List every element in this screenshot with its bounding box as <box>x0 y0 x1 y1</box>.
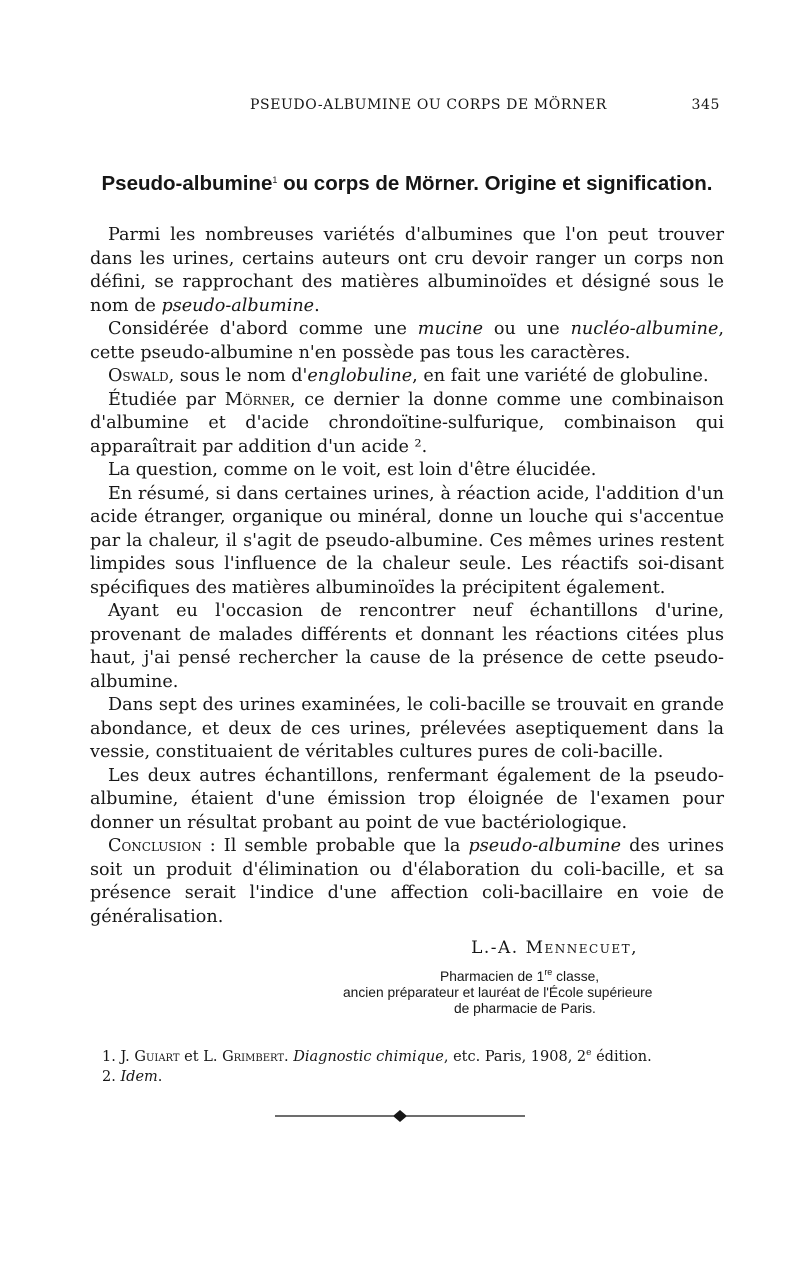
footnote-author-grimbert: Grimbert <box>222 1049 285 1065</box>
term-mucine: mucine <box>417 319 484 339</box>
paragraph-10 <box>90 835 724 929</box>
author-oswald: Oswald <box>108 366 169 386</box>
footnotes <box>102 1043 722 1087</box>
author-signature: L.-A. Mennecuet, <box>471 938 638 958</box>
footnote-1-number: 1. <box>102 1049 116 1065</box>
paragraph-4-end: . <box>421 436 428 457</box>
running-title: PSEUDO-ALBUMINE OU CORPS DE MÖRNER <box>250 97 607 113</box>
paragraph-6: En résumé, si dans certaines urines, à réaction acide, l'addition d'un acide étranger, organique ou minéral, donne un louche qui s'accentue par la chaleur, il s'agit de pseudo-albumine. Ces mêmes urines restent limpides sous l'influence de la chaleur seule. Les réactifs soi-disant spécifiques des matières albuminoïdes la précipitent également. <box>90 483 724 598</box>
author-title-line-2: ancien préparateur et lauréat de l'École supérieure <box>343 985 653 1000</box>
paragraph-2 <box>90 318 724 365</box>
footnote-1 <box>102 1043 722 1067</box>
paragraph-9: Les deux autres échantillons, renfermant également de la pseudo-albumine, étaient d'une émission trop éloignée de l'examen pour donner un résultat probant au point de vue bactériologique. <box>90 765 724 833</box>
paragraph-8: Dans sept des urines examinées, le coli-bacille se trouvait en grande abondance, et deux de ces urines, prélevées aseptiquement dans la vessie, constituaient de véritables cultures pures de coli-bacille. <box>90 695 724 762</box>
footnote-2-number: 2. <box>102 1069 116 1085</box>
author-title-line-1 <box>330 964 724 985</box>
paragraph-1-end: . <box>314 295 320 316</box>
article-title <box>90 172 724 196</box>
footnote-1-text-b: et L. <box>179 1049 223 1065</box>
paragraph-1 <box>90 224 724 318</box>
article-body <box>90 224 724 929</box>
paragraph-1-text: Parmi les nombreuses variétés d'albumines que l'on peut trouver dans les urines, certains auteurs ont cru devoir ranger un corps non défini, se rapprochant des matières albuminoïdes et désigné sous le nom de <box>90 225 724 316</box>
paragraph-7: Ayant eu l'occasion de rencontrer neuf échantillons d'urine, provenant de malades différents et donnant les réactions citées plus haut, j'ai pensé rechercher la cause de la présence de cette pseudo-albumine. <box>90 601 724 692</box>
footnote-2 <box>102 1067 722 1087</box>
end-rule-ornament <box>275 1108 525 1124</box>
paragraph-5: La question, comme on le voit, est loin d'être élucidée. <box>108 460 597 480</box>
paragraph-10-text-b: des urines soit un produit d'élimination ou d'élaboration du coli-bacille, et sa présence serait l'indice d'une affection coli-bacillaire en voie de généralisation. <box>90 836 724 927</box>
paragraph-3 <box>90 365 724 389</box>
term-pseudo-albumine-2: pseudo-albumine <box>468 836 622 856</box>
author-title-line-3: de pharmacie de Paris. <box>454 1001 596 1016</box>
paragraph-3-text-b: , en fait une variété de globuline. <box>412 366 709 386</box>
author-title-text: Pharmacien de 1 <box>440 969 545 984</box>
page-number: 345 <box>691 97 720 113</box>
footnote-author-guiart: Guiart <box>134 1049 180 1065</box>
term-pseudo-albumine: pseudo-albumine <box>161 295 315 316</box>
title-text-after: ou corps de Mörner. Origine et signification. <box>277 172 713 195</box>
conclusion-label: Conclusion <box>108 836 202 856</box>
footnote-1-text-c: . <box>284 1049 294 1065</box>
ordinal-sup: re <box>544 967 553 977</box>
paragraph-2-text-c: , cette pseudo-albumine n'en possède pas tous les caractères. <box>90 319 725 363</box>
term-nucleo-albumine: nucléo-albumine <box>570 319 719 339</box>
author-morner: Mörner <box>224 389 290 410</box>
footnote-2-idem: Idem <box>120 1069 158 1085</box>
footnote-2-end: . <box>157 1069 163 1085</box>
paragraph-2-text-b: ou une <box>483 319 571 339</box>
paragraph-10-text: : Il semble probable que la <box>201 836 469 856</box>
footnote-work-title: Diagnostic chimique <box>293 1049 444 1065</box>
title-footnote-mark: 1 <box>272 175 278 185</box>
running-head <box>90 97 720 119</box>
footnote-mark-2: ² <box>414 436 422 457</box>
end-rule-svg <box>275 1108 525 1124</box>
edition-sup: e <box>586 1048 592 1058</box>
paragraph-4-text: Étudiée par <box>108 389 225 410</box>
footnote-1-text-d: , etc. Paris, 1908, 2 <box>443 1049 587 1065</box>
footnote-1-text-e: édition. <box>591 1049 652 1065</box>
author-title-text-b: classe, <box>552 969 600 984</box>
paragraph-2-text: Considérée d'abord comme une <box>108 319 418 339</box>
paragraph-4-text-b: , ce dernier la donne comme une combinaison d'albumine et d'acide chrondoïtine-sulfurique, combinaison qui apparaîtrait par addition d'un acide <box>90 389 724 457</box>
footnote-1-text: J. <box>120 1049 135 1065</box>
paragraph-3-text: , sous le nom d' <box>168 366 308 386</box>
diamond-ornament-icon <box>393 1110 407 1122</box>
term-englobuline: englobuline <box>307 366 413 386</box>
title-text-before: Pseudo-albumine <box>101 172 273 195</box>
signature-block <box>330 938 724 1017</box>
paragraph-4 <box>90 389 724 460</box>
